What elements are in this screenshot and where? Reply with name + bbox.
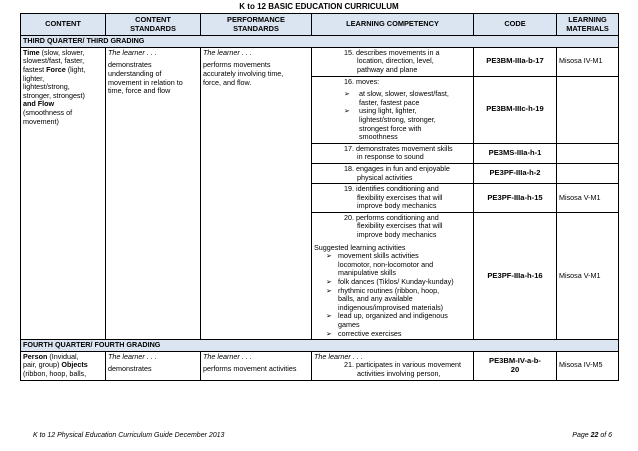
arrow-bullet-icon: ➢ <box>344 106 351 116</box>
performance-standard-cell: The learner . . . performs movements accurately involving time, force, and flow. <box>201 47 312 339</box>
competency-cell: 17. demonstrates movement skills in response to sound <box>312 143 474 163</box>
arrow-bullet-icon: ➢ <box>326 285 333 295</box>
material-cell: Misosa IV-M1 <box>557 47 619 76</box>
quarter-heading-row <box>21 340 619 352</box>
performance-standard-cell: The learner . . . performs movement activities <box>201 351 312 380</box>
arrow-bullet-icon: ➢ <box>326 277 333 287</box>
code-cell: PE3PF-IIIa-h-15 <box>474 184 557 213</box>
table-row <box>21 47 619 76</box>
material-cell <box>557 76 619 143</box>
document-title: K to 12 BASIC EDUCATION CURRICULUM <box>239 2 399 11</box>
quarter-heading-row <box>21 36 619 48</box>
header-code: CODE <box>474 14 557 36</box>
header-content-standards: CONTENT STANDARDS <box>106 14 201 36</box>
list-item: ➢ at slow, slower, slowest/fast, faster, fastest pace <box>344 89 449 107</box>
material-cell <box>557 163 619 183</box>
content-cell: Person (Invidual, pair, group) Objects (ribbon, hoop, balls, <box>21 351 106 380</box>
content-standard-cell: The learner . . . demonstrates understanding of movement in relation to time, force and flow <box>106 47 201 339</box>
code-cell: PE3PF-IIIa-h-2 <box>474 163 557 183</box>
list-item: ➢ corrective exercises <box>326 328 402 338</box>
code-cell: PE3BM-IIIa-b-17 <box>474 47 557 76</box>
material-cell: Misosa V-M1 <box>557 184 619 213</box>
curriculum-table <box>20 13 619 381</box>
bullet-list <box>314 90 471 142</box>
code-cell: PE3MS-IIIa-h-1 <box>474 143 557 163</box>
competency-cell: 18. engages in fun and enjoyable physical activities <box>312 163 474 183</box>
footer-page-number: Page 22 of 6 <box>572 432 612 439</box>
arrow-bullet-icon: ➢ <box>344 89 351 99</box>
fourth-quarter-heading: FOURTH QUARTER/ FOURTH GRADING <box>21 340 619 352</box>
competency-cell: 19. identifies conditioning and flexibility exercises that will improve body mechanics <box>312 184 474 213</box>
suggested-activities-heading: Suggested learning activities <box>314 242 406 252</box>
third-quarter-heading: THIRD QUARTER/ THIRD GRADING <box>21 36 619 48</box>
list-item: ➢ movement skills activities locomotor, non-locomotor and manipulative skills <box>326 251 434 278</box>
arrow-bullet-icon: ➢ <box>326 328 333 338</box>
arrow-bullet-icon: ➢ <box>326 311 333 321</box>
competency-cell: 20. performs conditioning and flexibility exercises that will improve body mechanics Suggested learning activities ➢ movement skills activities locomotor, non-locomotor and manipulative skills ➢ folk dances (Tiklos/ Kunday-kunday) ➢ rhythmic routines (ribbon, hoop, balls, and any available indigenous/improvised materials) ➢ lead up, organized and indigenous games ➢ corrective exercises <box>312 212 474 339</box>
header-learning-competency: LEARNING COMPETENCY <box>312 14 474 36</box>
table-row <box>21 351 619 380</box>
list-item: ➢ folk dances (Tiklos/ Kunday-kunday) <box>326 277 454 287</box>
header-row <box>21 14 619 36</box>
suggested-activities-list <box>314 252 471 338</box>
competency-cell: 15. describes movements in a location, direction, level, pathway and plane <box>312 47 474 76</box>
content-standard-cell: The learner . . . demonstrates <box>106 351 201 380</box>
arrow-bullet-icon: ➢ <box>326 251 333 261</box>
material-cell: Misosa V-M1 <box>557 212 619 339</box>
code-cell: PE3BM-IV-a-b- 20 <box>474 351 557 380</box>
competency-cell: 16. moves: ➢ at slow, slower, slowest/fast, faster, fastest pace ➢ using light, lighter, lightest/strong, stronger, strongest force with smoothness <box>312 76 474 143</box>
list-item: ➢ lead up, organized and indigenous games <box>326 311 448 329</box>
header-performance-standards: PERFORMANCE STANDARDS <box>201 14 312 36</box>
code-cell: PE3BM-IIIc-h-19 <box>474 76 557 143</box>
material-cell <box>557 143 619 163</box>
material-cell: Misosa IV-M5 <box>557 351 619 380</box>
competency-cell: The learner . . . 21. participates in various movement activities involving person, <box>312 351 474 380</box>
header-content: CONTENT <box>21 14 106 36</box>
list-item: ➢ rhythmic routines (ribbon, hoop, balls, and any available indigenous/improvised materials) <box>326 285 444 312</box>
code-cell: PE3PF-IIIa-h-16 <box>474 212 557 339</box>
header-learning-materials: LEARNING MATERIALS <box>557 14 619 36</box>
list-item: ➢ using light, lighter, lightest/strong, stronger, strongest force with smoothness <box>344 106 436 142</box>
content-cell: Time (slow, slower, slowest/fast, faster, fastest Force (light, lighter, lightest/strong, stronger, strongest) and Flow (smoothness of movement) <box>21 47 106 339</box>
footer-guide-title: K to 12 Physical Education Curriculum Guide December 2013 <box>33 432 225 439</box>
